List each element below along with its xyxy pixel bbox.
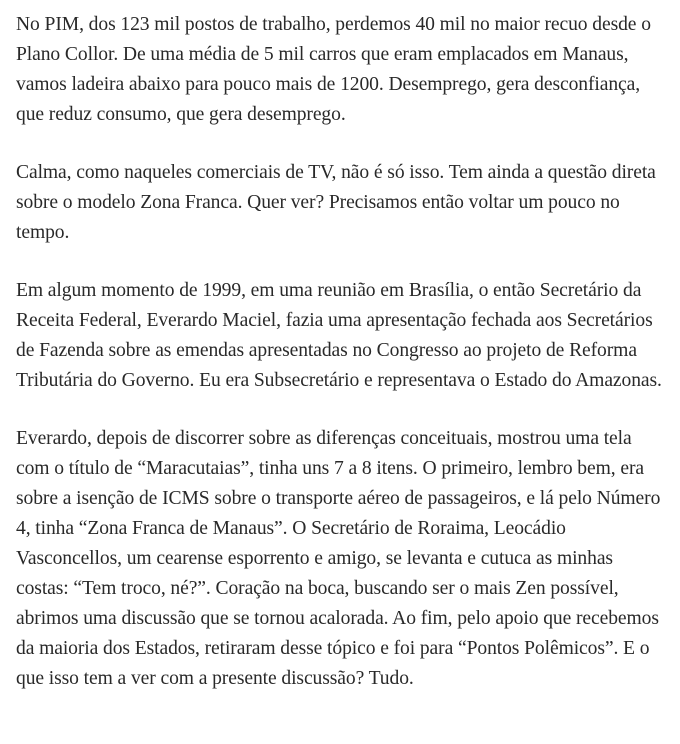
article-paragraph: Everardo, depois de discorrer sobre as diferenças conceituais, mostrou uma tela com o título de “Maracutaias”, tinha uns 7 a 8 itens. O primeiro, lembro bem, era sobre a isenção de ICMS sobre o transporte aéreo de passageiros, e lá pelo Número 4, tinha “Zona Franca de Manaus”. O Secretário de Roraima, Leocádio Vasconcellos, um cearense esporrento e amigo, se levanta e cutuca as minhas costas: “Tem troco, né?”. Coração na boca, buscando ser o mais Zen possível, abrimos uma discussão que se tornou acalorada. Ao fim, pelo apoio que recebemos da maioria dos Estados, retiraram desse tópico e foi para “Pontos Polêmicos”. E o que isso tem a ver com a presente discussão? Tudo. — [16, 428, 661, 689]
article-paragraph: Em algum momento de 1999, em uma reunião em Brasília, o então Secretário da Receita Federal, Everardo Maciel, fazia uma apresentação fechada aos Secretários de Fazenda sobre as emendas apresentadas no Congresso ao projeto de Reforma Tributária do Governo. Eu era Subsecretário e representava o Estado do Amazonas. — [16, 280, 662, 391]
article-paragraph: Calma, como naqueles comerciais de TV, não é só isso. Tem ainda a questão direta sobre o modelo Zona Franca. Quer ver? Precisamos então voltar um pouco no tempo. — [16, 162, 656, 243]
article-paragraph: No PIM, dos 123 mil postos de trabalho, perdemos 40 mil no maior recuo desde o Plano Collor. De uma média de 5 mil carros que eram emplacados em Manaus, vamos ladeira abaixo para pouco mais de 1200. Desemprego, gera desconfiança, que reduz consumo, que gera desemprego. — [16, 14, 651, 125]
